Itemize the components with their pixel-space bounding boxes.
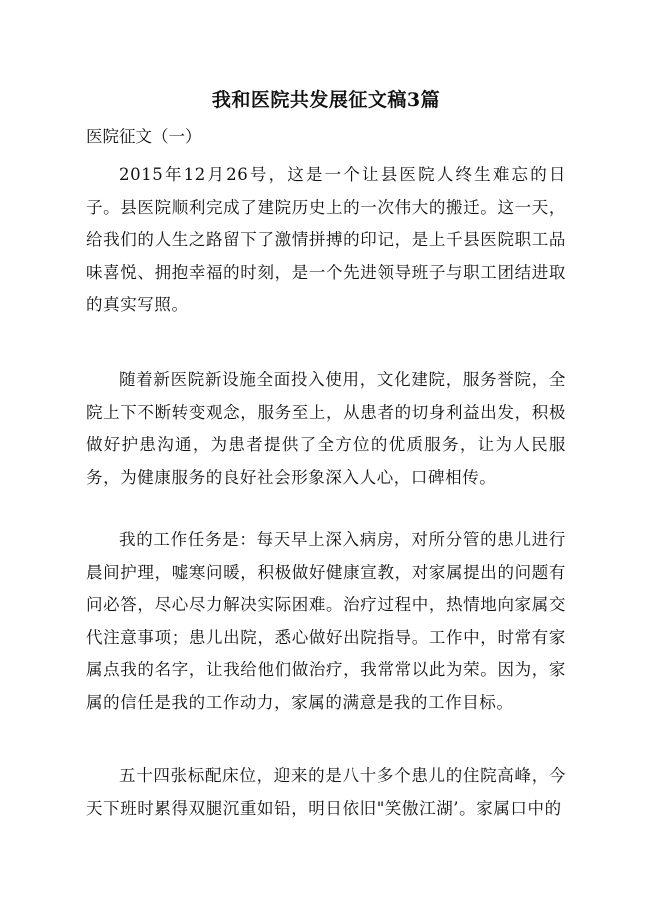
document-title: 我和医院共发展征文稿3篇	[211, 89, 441, 111]
paragraph-1: 2015年12月26号，这是一个让县医院人终生难忘的日子。县医院顺利完成了建院历史上的一次伟大的搬迁。这一天，给我们的人生之路留下了激情拼搏的印记，是上千县医院职工品味喜悦、拥抱幸福的时刻，是一个先进领导班子与职工团结进取的真实写照。	[86, 165, 566, 314]
section-heading: 医院征文（一）	[86, 127, 202, 146]
paragraph-2: 随着新医院新设施全面投入使用，文化建院，服务誉院，全院上下不断转变观念，服务至上，从患者的切身利益出发，积极做好护患沟通，为患者提供了全方位的优质服务，让为人民服务，为健康服务的良好社会形象深入人心，口碑相传。	[86, 370, 566, 487]
paragraph-4: 五十四张标配床位，迎来的是八十多个患儿的住院高峰，今天下班时累得双腿沉重如铅，明日依旧"笑傲江湖’。家属口中的	[86, 766, 566, 818]
paragraph-3: 我的工作任务是：每天早上深入病房，对所分管的患儿进行晨间护理，嘘寒问暖，积极做好健康宣教，对家属提出的问题有问必答，尽心尽力解决实际困难。治疗过程中，热情地向家属交代注意事项；患儿出院，悉心做好出院指导。工作中，时常有家属点我的名字，让我给他们做治疗，我常常以此为荣。因为，家属的信任是我的工作动力，家属的满意是我的工作目标。	[86, 530, 566, 712]
